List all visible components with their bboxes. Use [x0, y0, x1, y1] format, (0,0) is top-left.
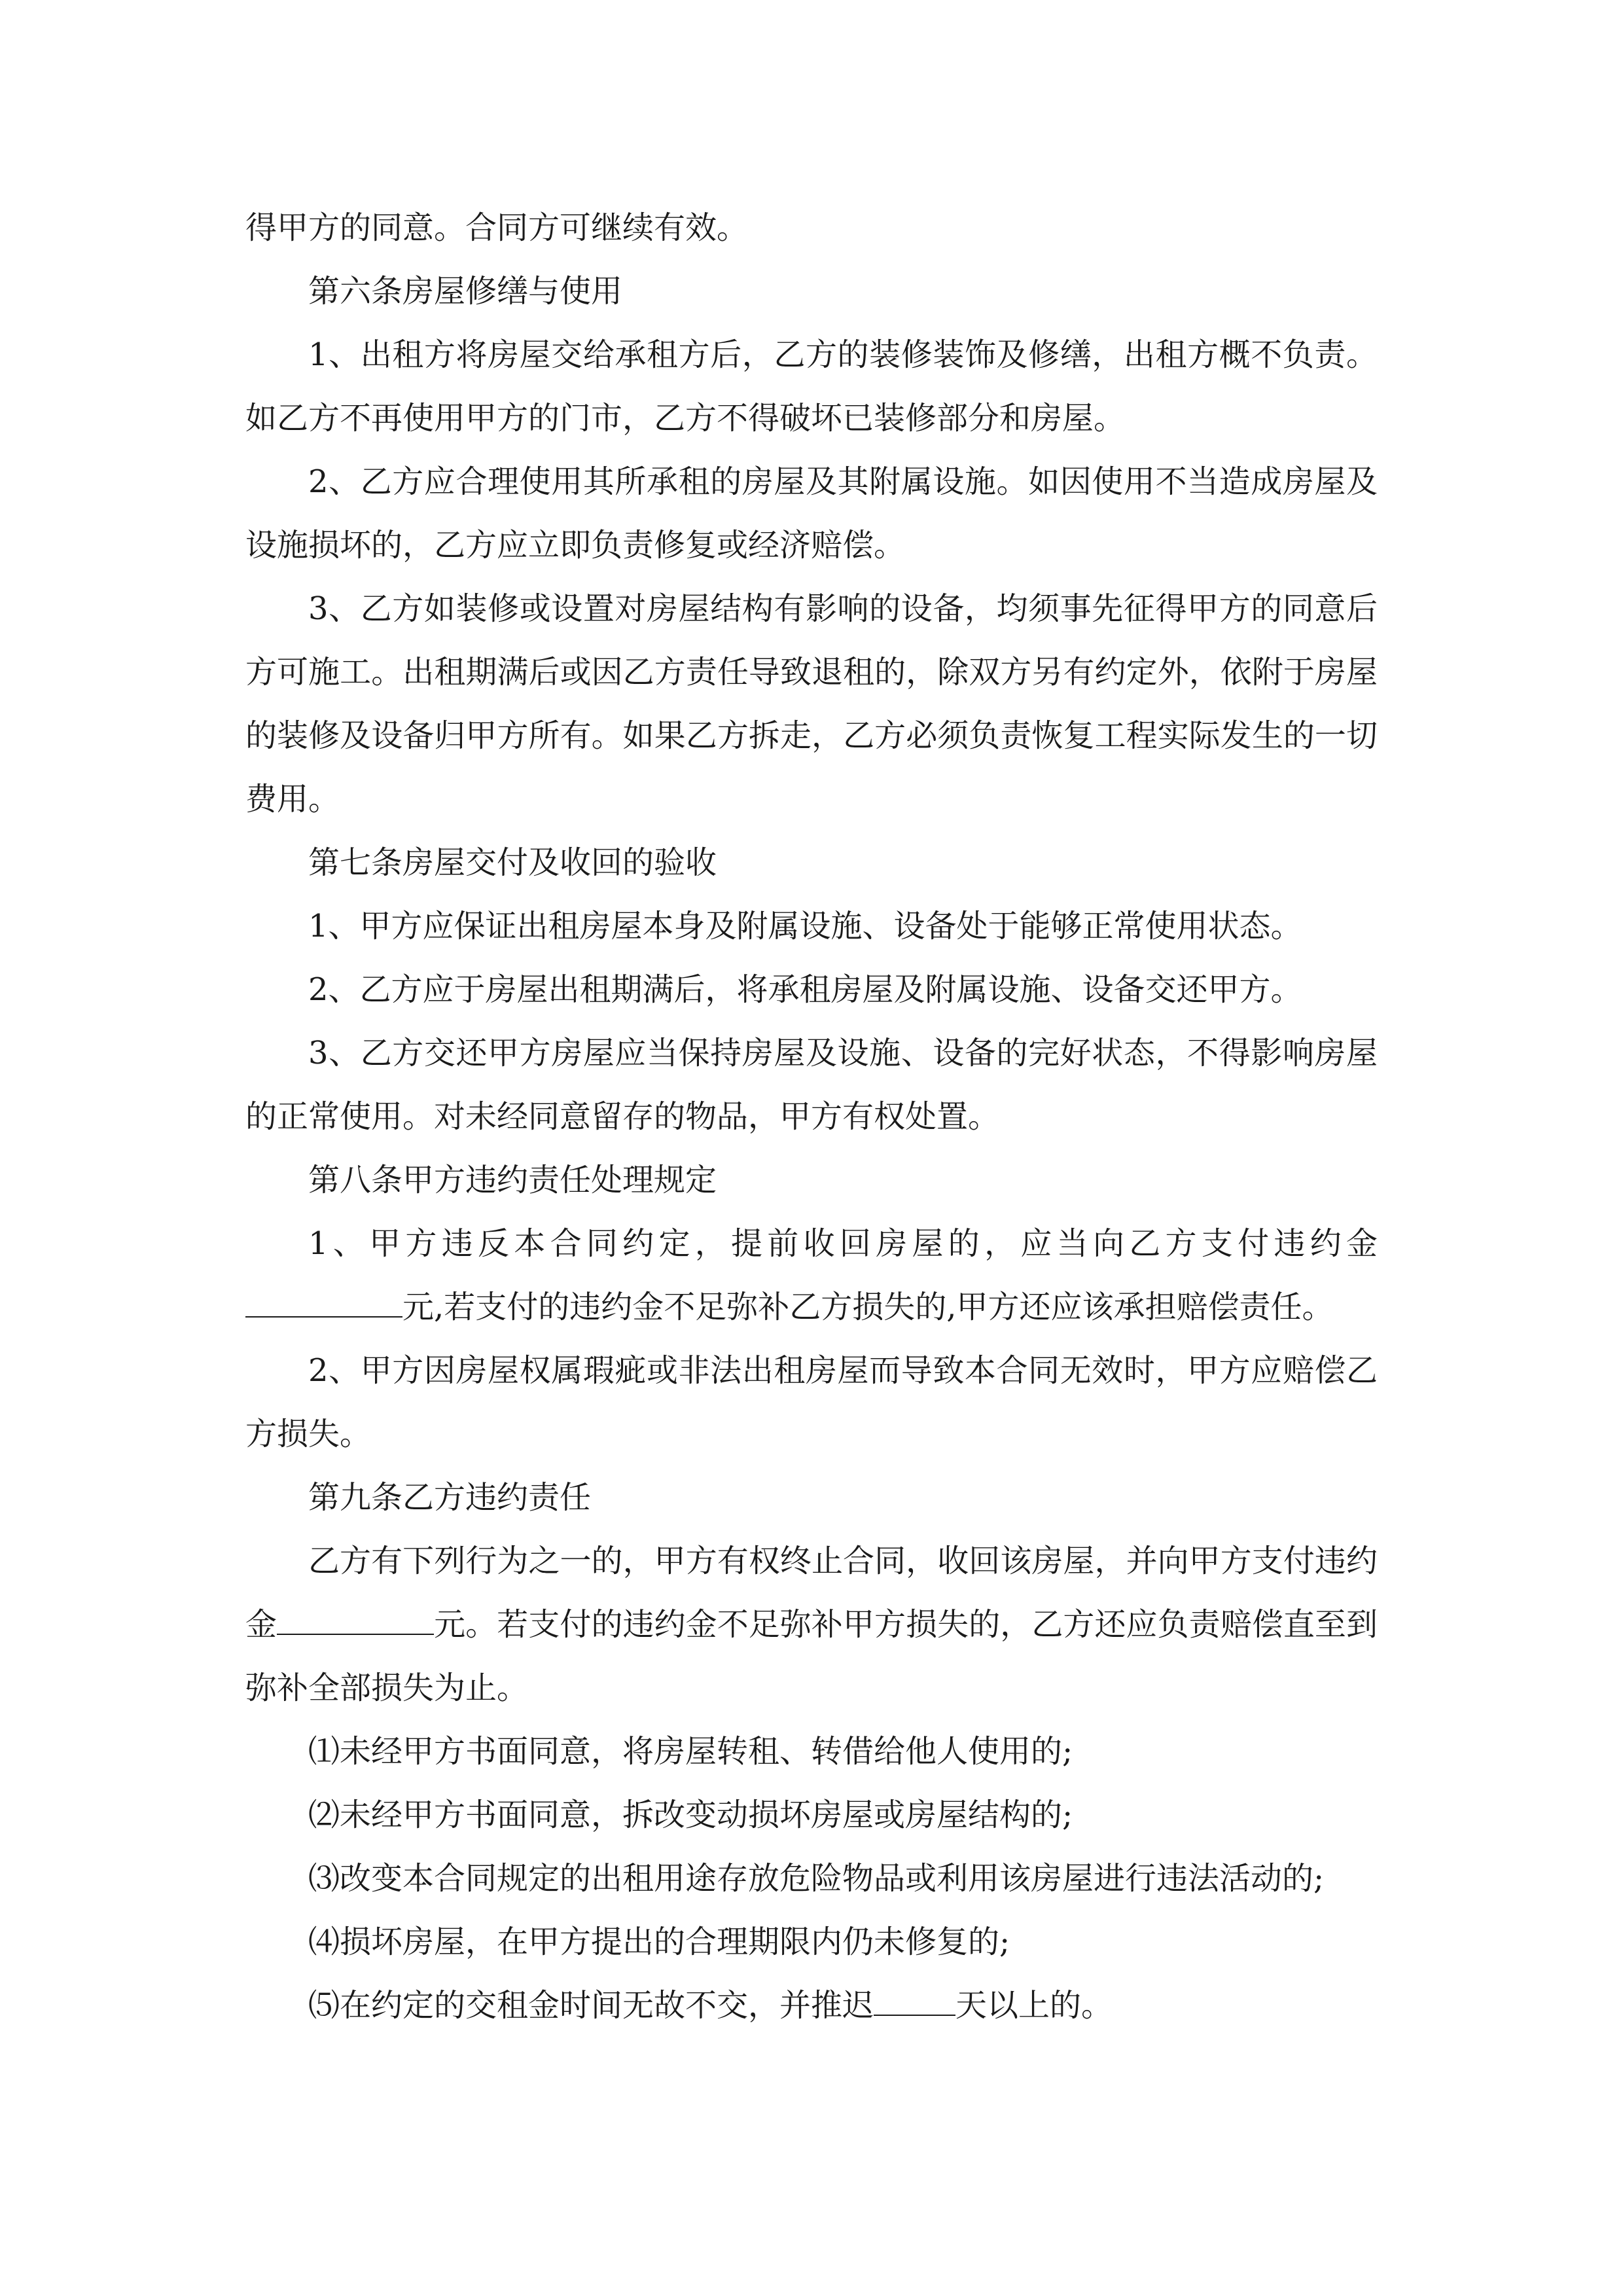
- article-6-clause-2: 2、乙方应合理使用其所承租的房屋及其附属设施。如因使用不当造成房屋及设施损坏的，乙方应立即负责修复或经济赔偿。: [245, 463, 1378, 564]
- article-6-clause-1: 1、出租方将房屋交给承租方后，乙方的装修装饰及修缮，出租方概不负责。如乙方不再使用甲方的门市，乙方不得破坏已装修部分和房屋。: [245, 336, 1378, 437]
- paragraph-continuation: 得甲方的同意。合同方可继续有效。: [245, 209, 749, 246]
- document-body: [245, 196, 1378, 2037]
- article-9-item-4: ⑷损坏房屋，在甲方提出的合理期限内仍未修复的;: [308, 1924, 1010, 1960]
- article-9-item-5-text-b: 天以上的。: [955, 1987, 1113, 2024]
- days-blank: [874, 1988, 955, 2016]
- article-9-item-1: ⑴未经甲方书面同意，将房屋转租、转借给他人使用的;: [308, 1733, 1073, 1770]
- article-8-clause-1-text-a: 1、甲方违反本合同约定，提前收回房屋的，应当向乙方支付违约金: [308, 1225, 1378, 1262]
- article-6-clause-3: 3、乙方如装修或设置对房屋结构有影响的设备，均须事先征得甲方的同意后方可施工。出租期满后或因乙方责任导致退租的，除双方另有约定外，依附于房屋的装修及设备归甲方所有。如果乙方拆走，乙方必须负责恢复工程实际发生的一切费用。: [245, 590, 1378, 817]
- article-7-heading: 第七条房屋交付及收回的验收: [308, 844, 717, 881]
- penalty-amount-blank-2: [277, 1607, 434, 1635]
- article-8-clause-2: 2、甲方因房屋权属瑕疵或非法出租房屋而导致本合同无效时，甲方应赔偿乙方损失。: [245, 1352, 1378, 1452]
- article-9-intro-text-b: 元。若支付的违约金不足弥补甲方损失的，乙方还应负责赔偿直至到弥补全部损失为止。: [245, 1606, 1378, 1706]
- article-8-heading: 第八条甲方违约责任处理规定: [308, 1162, 717, 1198]
- article-9-intro: [245, 1530, 1378, 1720]
- article-7-clause-2: 2、乙方应于房屋出租期满后，将承租房屋及附属设施、设备交还甲方。: [308, 971, 1302, 1008]
- article-8-clause-1-text-b: 元,若支付的违约金不足弥补乙方损失的,甲方还应该承担赔偿责任。: [402, 1289, 1334, 1325]
- penalty-amount-blank: [245, 1290, 402, 1318]
- article-8-clause-1: [245, 1212, 1378, 1339]
- article-9-item-5-text-a: ⑸在约定的交租金时间无故不交，并推迟: [308, 1987, 874, 2024]
- article-9-item-2: ⑵未经甲方书面同意，拆改变动损坏房屋或房屋结构的;: [308, 1797, 1073, 1833]
- article-9-item-5: [245, 1974, 1378, 2037]
- article-7-clause-3: 3、乙方交还甲方房屋应当保持房屋及设施、设备的完好状态，不得影响房屋的正常使用。对未经同意留存的物品，甲方有权处置。: [245, 1035, 1378, 1135]
- article-7-clause-1: 1、甲方应保证出租房屋本身及附属设施、设备处于能够正常使用状态。: [308, 908, 1302, 944]
- article-9-intro-text-a: 乙方有下列行为之一的，甲方有权终止合同，收回该房屋，并向甲方支付违约金: [245, 1543, 1378, 1643]
- article-9-heading: 第九条乙方违约责任: [308, 1479, 592, 1516]
- article-9-item-3: ⑶改变本合同规定的出租用途存放危险物品或利用该房屋进行违法活动的;: [308, 1860, 1325, 1897]
- article-6-heading: 第六条房屋修缮与使用: [308, 273, 623, 310]
